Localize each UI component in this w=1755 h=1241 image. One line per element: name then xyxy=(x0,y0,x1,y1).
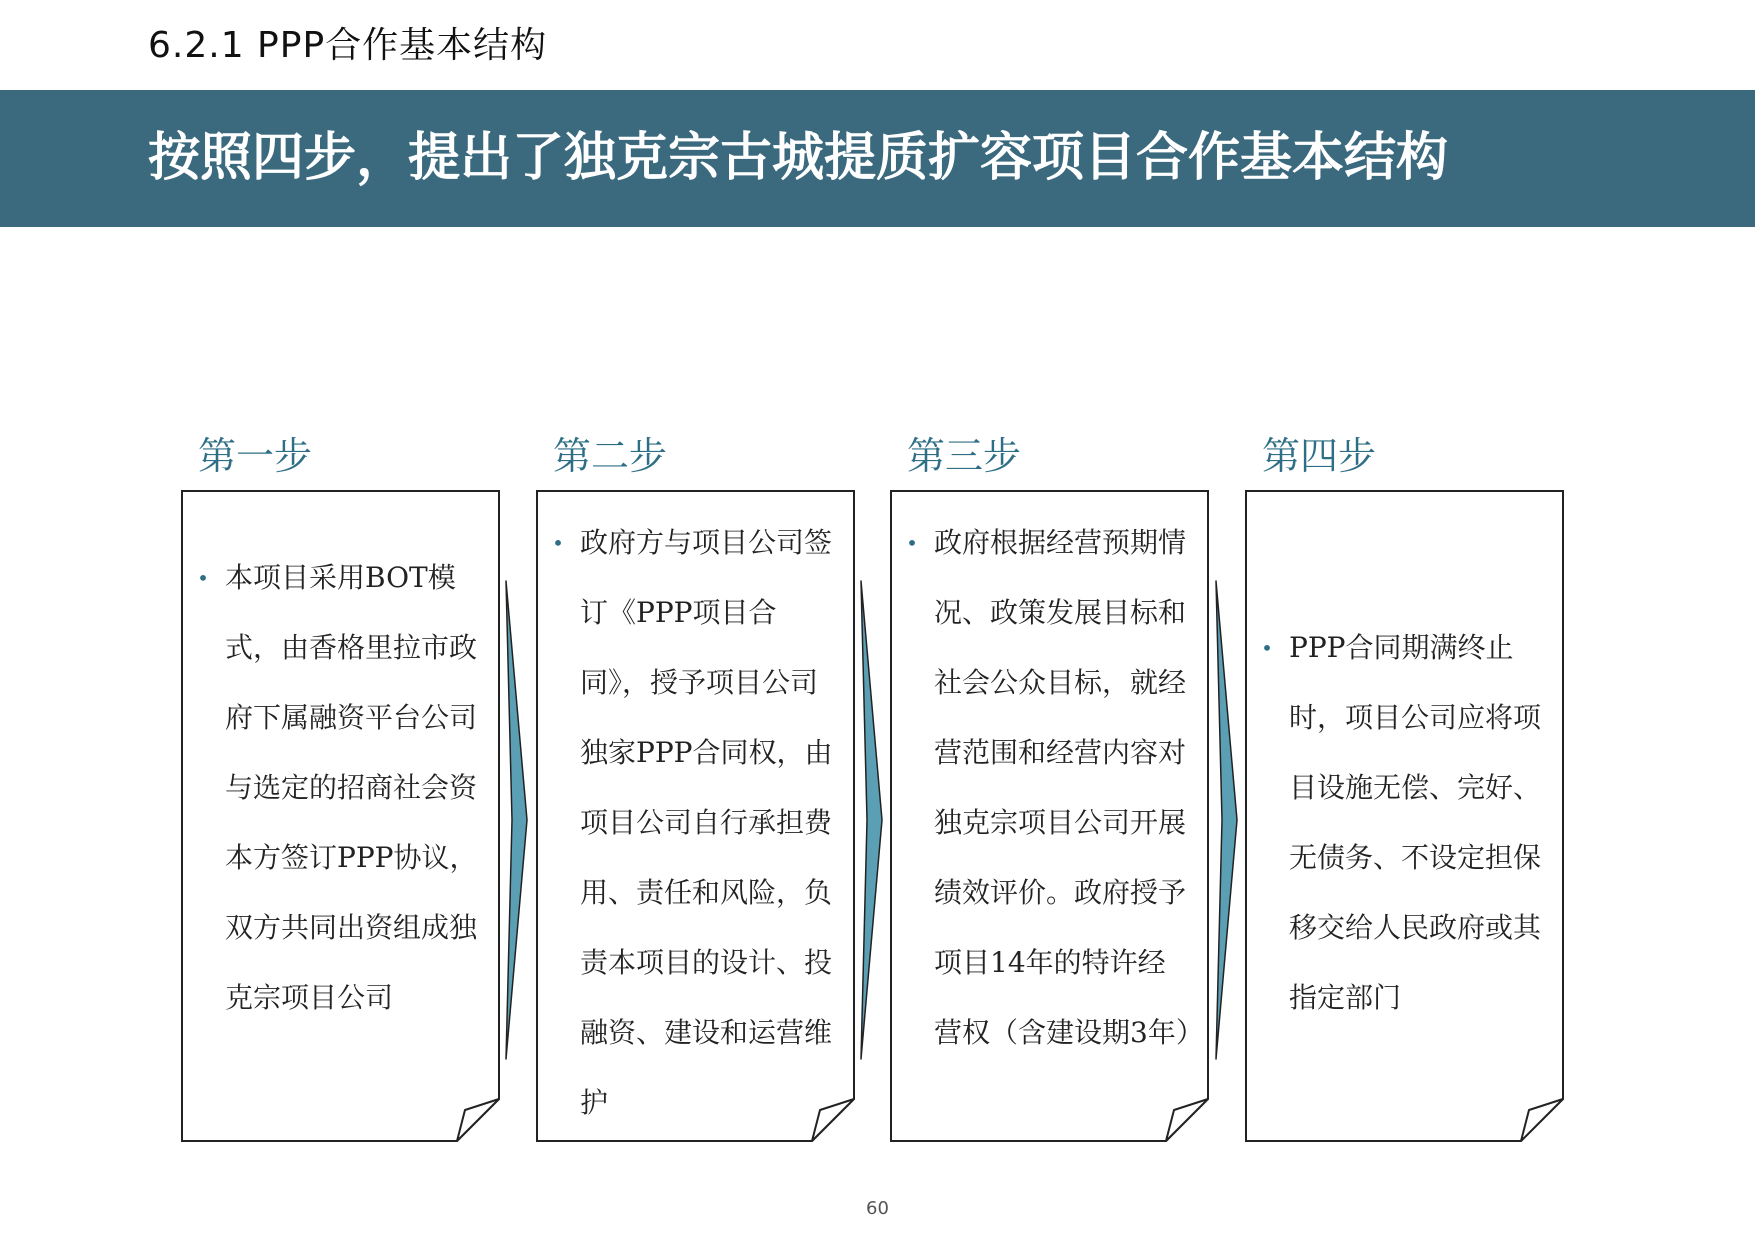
bullet-icon: • xyxy=(906,531,918,555)
step-label-1: 第一步 xyxy=(198,434,313,478)
chevron-arrow-icon-2 xyxy=(860,580,884,1060)
step-card-4-item xyxy=(1257,613,1547,1033)
chevron-arrow-icon-1 xyxy=(505,580,529,1060)
step-label-2: 第二步 xyxy=(553,434,668,478)
step-card-3-item xyxy=(902,508,1204,1068)
step-card-1-text: 本项目采用BOT模式，由香格里拉市政府下属融资平台公司与选定的招商社会资本方签订PPP协议，双方共同出资组成独克宗项目公司 xyxy=(225,561,478,1014)
step-label-3: 第三步 xyxy=(907,434,1022,478)
page-number: 60 xyxy=(866,1198,889,1219)
chevron-arrow-icon-3 xyxy=(1215,580,1239,1060)
bullet-icon: • xyxy=(552,531,564,555)
step-card-1 xyxy=(193,543,483,1033)
step-card-1-item xyxy=(193,543,483,1033)
step-card-4 xyxy=(1257,613,1547,1033)
step-card-4-text: PPP合同期满终止时，项目公司应将项目设施无偿、完好、无债务、不设定担保移交给人民政府或其指定部门 xyxy=(1289,631,1542,1014)
step-card-2 xyxy=(548,508,838,1138)
section-heading: 6.2.1 PPP合作基本结构 xyxy=(148,25,548,66)
title-banner xyxy=(0,90,1755,227)
step-card-3 xyxy=(902,508,1204,1068)
step-card-2-item xyxy=(548,508,838,1138)
step-card-3-text: 政府根据经营预期情况、政策发展目标和社会公众目标，就经营范围和经营内容对独克宗项目公司开展绩效评价。政府授予项目14年的特许经营权（含建设期3年） xyxy=(934,526,1204,1049)
step-label-4: 第四步 xyxy=(1262,434,1377,478)
bullet-icon: • xyxy=(197,566,209,590)
step-card-2-text: 政府方与项目公司签订《PPP项目合同》，授予项目公司独家PPP合同权，由项目公司自行承担费用、责任和风险，负责本项目的设计、投融资、建设和运营维护 xyxy=(580,526,833,1119)
bullet-icon: • xyxy=(1261,636,1273,660)
banner-title: 按照四步，提出了独克宗古城提质扩容项目合作基本结构 xyxy=(148,128,1449,188)
